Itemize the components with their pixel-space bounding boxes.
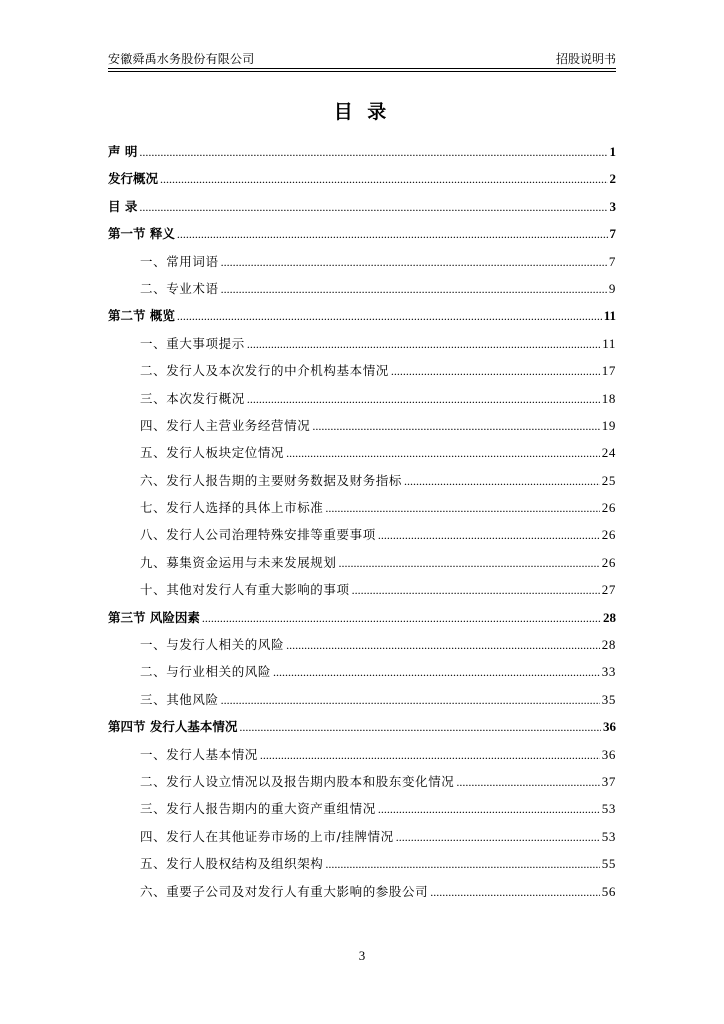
toc-entry[interactable] xyxy=(108,138,616,165)
toc-entry-page: 26 xyxy=(601,554,616,570)
toc-entry[interactable] xyxy=(108,467,616,494)
toc-entry-label: 第一节 释义 xyxy=(108,226,175,242)
dot-leader xyxy=(221,248,607,276)
dot-leader xyxy=(139,193,607,221)
toc-entry[interactable] xyxy=(108,658,616,685)
toc-entry-page: 36 xyxy=(603,719,616,735)
toc-entry-page: 1 xyxy=(609,144,616,159)
dot-leader xyxy=(260,741,600,769)
toc-entry-label: 三、本次发行概况 xyxy=(140,390,245,406)
toc-entry-page: 19 xyxy=(601,417,616,433)
toc-entry-page: 26 xyxy=(601,527,616,543)
toc-entry-page: 55 xyxy=(601,856,616,872)
toc-entry-label: 二、专业术语 xyxy=(140,280,219,296)
toc-entry[interactable] xyxy=(108,330,616,357)
page-title: 目 录 xyxy=(333,101,391,123)
dot-leader xyxy=(273,658,600,686)
dot-leader xyxy=(247,330,600,358)
toc-entry-page: 11 xyxy=(603,308,616,324)
page-number: 3 xyxy=(358,948,366,963)
toc-entry-label: 五、发行人股权结构及组织架构 xyxy=(140,856,324,872)
toc-entry-page: 7 xyxy=(609,226,616,242)
toc-entry-label: 声 明 xyxy=(108,144,138,159)
toc-entry-label: 四、发行人在其他证券市场的上市/挂牌情况 xyxy=(140,828,394,844)
toc-entry[interactable] xyxy=(108,248,616,275)
toc-entry-page: 53 xyxy=(601,801,616,817)
toc-entry-label: 一、常用词语 xyxy=(140,253,219,269)
dot-leader xyxy=(430,878,600,906)
dot-leader xyxy=(247,385,600,413)
toc-entry-page: 3 xyxy=(609,198,616,214)
toc-entry[interactable] xyxy=(108,768,616,795)
toc-entry-label: 一、与发行人相关的风险 xyxy=(140,637,285,653)
toc-entry-label: 十、其他对发行人有重大影响的事项 xyxy=(140,582,350,598)
dot-leader xyxy=(221,275,607,303)
dot-leader xyxy=(202,604,601,632)
dot-leader xyxy=(177,220,608,248)
dot-leader xyxy=(456,768,599,796)
toc-entry-page: 25 xyxy=(601,472,616,488)
toc-entry-page: 36 xyxy=(601,746,616,762)
dot-leader xyxy=(177,302,602,330)
toc-entry-label: 六、发行人报告期的主要财务数据及财务指标 xyxy=(140,472,403,488)
toc-entry-page: 35 xyxy=(601,691,616,707)
toc-entry-page: 2 xyxy=(609,171,616,187)
toc-entry[interactable] xyxy=(108,193,616,220)
toc-entry-label: 二、发行人设立情况以及报告期内股本和股东变化情况 xyxy=(140,773,455,789)
toc-entry[interactable] xyxy=(108,823,616,850)
toc-entry[interactable] xyxy=(108,385,616,412)
toc-entry[interactable] xyxy=(108,795,616,822)
toc-entry-page: 56 xyxy=(601,883,616,899)
toc-entry[interactable] xyxy=(108,439,616,466)
toc-entry-label: 八、发行人公司治理特殊安排等重要事项 xyxy=(140,527,376,543)
toc-entry-label: 第三节 风险因素 xyxy=(108,609,200,625)
toc-entry-page: 28 xyxy=(601,637,616,653)
toc-entry-page: 7 xyxy=(608,253,616,269)
toc-entry-label: 六、重要子公司及对发行人有重大影响的参股公司 xyxy=(140,883,429,899)
toc-entry-page: 24 xyxy=(601,445,616,461)
toc-entry-label: 一、发行人基本情况 xyxy=(140,746,258,762)
dot-leader xyxy=(160,165,607,193)
dot-leader xyxy=(221,686,600,714)
dot-leader xyxy=(352,576,600,604)
toc-entry[interactable] xyxy=(108,549,616,576)
toc-entry-label: 第二节 概览 xyxy=(108,308,175,324)
toc-entry-label: 二、发行人及本次发行的中介机构基本情况 xyxy=(140,363,389,379)
toc-entry[interactable] xyxy=(108,494,616,521)
toc-entry-label: 二、与行业相关的风险 xyxy=(140,664,272,680)
toc-entry[interactable] xyxy=(108,302,616,329)
toc-entry[interactable] xyxy=(108,412,616,439)
toc-entry[interactable] xyxy=(108,275,616,302)
dot-leader xyxy=(404,467,600,495)
toc-entry-label: 第四节 发行人基本情况 xyxy=(108,719,238,735)
toc-entry[interactable] xyxy=(108,576,616,603)
dot-leader xyxy=(391,357,600,385)
toc-entry-page: 26 xyxy=(601,500,616,516)
toc-entry[interactable] xyxy=(108,357,616,384)
toc-entry-label: 目 录 xyxy=(108,198,138,214)
toc-entry[interactable] xyxy=(108,521,616,548)
toc-entry[interactable] xyxy=(108,741,616,768)
toc-entry-page: 11 xyxy=(602,335,616,351)
header-company-name: 安徽舜禹水务股份有限公司 xyxy=(108,52,255,66)
toc-entry-label: 五、发行人板块定位情况 xyxy=(140,445,285,461)
toc-entry-label: 九、募集资金运用与未来发展规划 xyxy=(140,554,337,570)
toc-entry-page: 9 xyxy=(608,280,616,296)
toc-entry-label: 发行概况 xyxy=(108,171,159,187)
dot-leader xyxy=(396,823,600,851)
toc-entry[interactable] xyxy=(108,220,616,247)
toc-entry-page: 27 xyxy=(601,582,616,598)
header-divider xyxy=(108,68,616,72)
toc-entry[interactable] xyxy=(108,713,616,740)
toc-entry[interactable] xyxy=(108,850,616,877)
dot-leader xyxy=(286,439,600,467)
dot-leader xyxy=(325,494,599,522)
toc-entry-page: 17 xyxy=(601,363,616,379)
toc-entry[interactable] xyxy=(108,878,616,905)
dot-leader xyxy=(312,412,599,440)
dot-leader xyxy=(378,795,600,823)
toc-entry-label: 三、发行人报告期内的重大资产重组情况 xyxy=(140,801,376,817)
toc-entry-label: 一、重大事项提示 xyxy=(140,335,245,351)
toc-entry[interactable] xyxy=(108,631,616,658)
toc-entry-label: 三、其他风险 xyxy=(140,691,219,707)
dot-leader xyxy=(139,138,607,166)
dot-leader xyxy=(325,850,599,878)
toc-entry[interactable] xyxy=(108,604,616,631)
table-of-contents xyxy=(108,138,616,905)
toc-entry-label: 七、发行人选择的具体上市标准 xyxy=(140,500,324,516)
dot-leader xyxy=(378,521,600,549)
toc-entry[interactable] xyxy=(108,165,616,192)
toc-entry-page: 37 xyxy=(601,773,616,789)
dot-leader xyxy=(239,713,601,741)
dot-leader xyxy=(339,549,600,577)
header-document-type: 招股说明书 xyxy=(555,52,616,66)
toc-entry-page: 53 xyxy=(601,828,616,844)
toc-entry-page: 33 xyxy=(601,664,616,680)
toc-entry-page: 28 xyxy=(603,609,616,625)
toc-entry[interactable] xyxy=(108,686,616,713)
toc-entry-label: 四、发行人主营业务经营情况 xyxy=(140,417,311,433)
dot-leader xyxy=(286,631,600,659)
toc-entry-page: 18 xyxy=(601,390,616,406)
